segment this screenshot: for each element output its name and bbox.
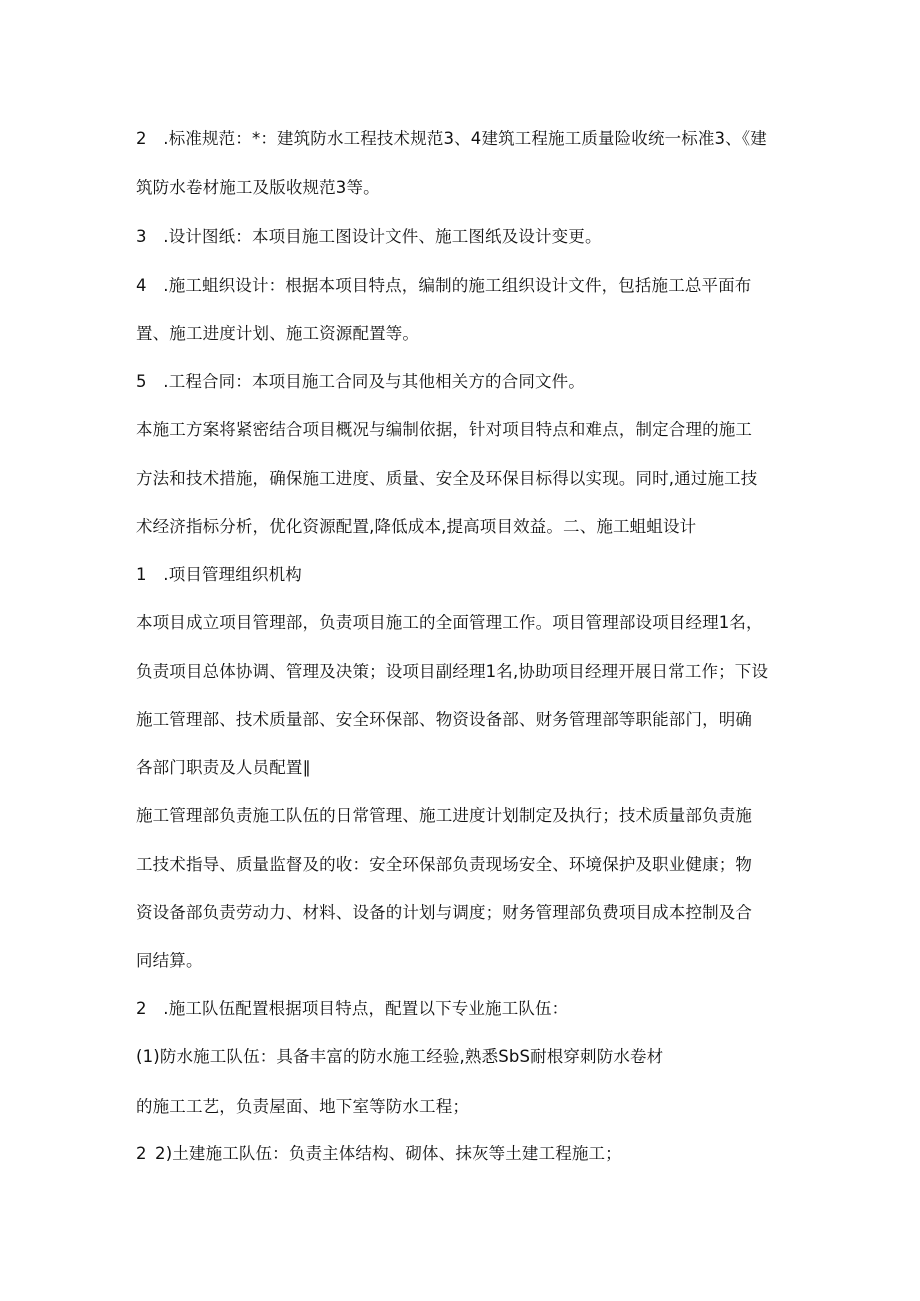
text-line: 2 .标准规范：*：建筑防水工程技术规范3、4建筑工程施工质量险收统一标准3、《建 [136,129,767,148]
text-line: 筑防水卷材施工及版收规范3等。 [136,178,380,197]
text-line: 施工管理部、技术质量部、安全环保部、物资设备部、财务管理部等职能部门，明确 [136,710,753,729]
text-line: 工技术指导、质量监督及的收：安全环保部负责现场安全、环境保护及职业健康；物 [136,855,753,874]
text-line: 5 .工程合同：本项目施工合同及与其他相关方的合同文件。 [136,372,585,391]
text-line: 术经济指标分析，优化资源配置,降低成本,提高项目效益。二、施工蛆蛆设计 [136,517,697,536]
text-line: 本项目成立项目管理部，负责项目施工的全面管理工作。项目管理部设项目经理1名， [136,613,763,632]
text-line: 的施工工艺，负责屋面、地下室等防水工程； [136,1097,469,1116]
text-line: 施工管理部负责施工队伍的日常管理、施工进度计划制定及执行；技术质量部负责施 [136,806,753,825]
text-line: 本施工方案将紧密结合项目概况与编制依据，针对项目特点和难点，制定合理的施工 [136,420,753,439]
text-line: 资设备部负责劳动力、材料、设备的计划与调度；财务管理部负费项目成本控制及合 [136,903,753,922]
text-line: 同结算。 [136,951,203,970]
text-line: 2 .施工队伍配置根据项目特点，配置以下专业施工队伍： [136,999,569,1018]
text-line: (1)防水施工队伍：具备丰富的防水施工经验,熟悉SbS耐根穿刺防水卷材 [136,1047,664,1066]
text-line: 3 .设计图纸：本项目施工图设计文件、施工图纸及设计变更。 [136,227,602,246]
text-line: 方法和技术措施，确保施工进度、质量、安全及环保目标得以实现。同时,通过施工技 [136,469,758,488]
text-line: 1 .项目管理组织机构 [136,565,302,584]
text-line: 4 .施工蛆织设计：根据本项目特点，编制的施工组织设计文件，包括施工总平面布 [136,276,752,295]
text-line: 2 2)土建施工队伍：负责主体结构、砌体、抹灰等土建工程施工； [136,1144,622,1163]
text-line: 各部门职责及人员配置∥ [136,758,311,777]
text-line: 置、施工进度计划、施工资源配置等。 [136,324,420,343]
text-line: 负责项目总体协调、管理及决策；设项目副经理1名,协助项目经理开展日常工作；下设 [136,662,769,681]
